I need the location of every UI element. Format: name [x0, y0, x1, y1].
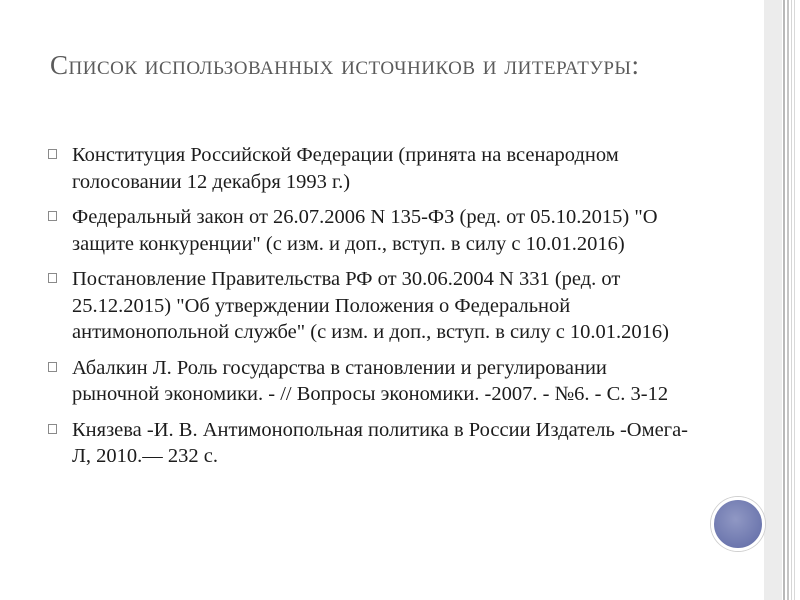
list-item [48, 204, 698, 257]
list-item [48, 355, 698, 408]
square-bullet-icon [48, 149, 57, 159]
decorative-side-line [791, 0, 792, 600]
reference-text: Абалкин Л. Роль государства в становлении и регулировании рыночной экономики. - // Вопросы экономики. -2007. - №6. - С. 3-12 [72, 356, 669, 405]
references-list [48, 142, 698, 479]
reference-text: Постановление Правительства РФ от 30.06.2004 N 331 (ред. от 25.12.2015) "Об утверждении Положения о Федеральной антимонопольной службе" (с изм. и доп., вступ. в силу с 10.01.2016) [72, 268, 670, 343]
square-bullet-icon [48, 362, 57, 372]
decorative-side-bar [764, 0, 782, 600]
decorative-side-line [783, 0, 785, 600]
reference-text: Конституция Российской Федерации (принята на всенародном голосовании 12 декабря 1993 г.) [72, 144, 619, 193]
decorative-circle-icon [711, 497, 765, 551]
slide-title: Список использованных источников и литературы: [50, 50, 640, 80]
list-item [48, 417, 698, 470]
list-item [48, 266, 698, 346]
square-bullet-icon [48, 273, 57, 283]
square-bullet-icon [48, 424, 57, 434]
list-item [48, 142, 698, 195]
decorative-side-line [787, 0, 789, 600]
decorative-side-line [794, 0, 795, 600]
reference-text: Князева -И. В. Антимонопольная политика в России Издатель -Омега-Л, 2010.— 232 с. [72, 418, 689, 467]
reference-text: Федеральный закон от 26.07.2006 N 135-ФЗ (ред. от 05.10.2015) "О защите конкуренции" (с изм. и доп., вступ. в силу с 10.01.2016) [72, 206, 658, 255]
square-bullet-icon [48, 211, 57, 221]
